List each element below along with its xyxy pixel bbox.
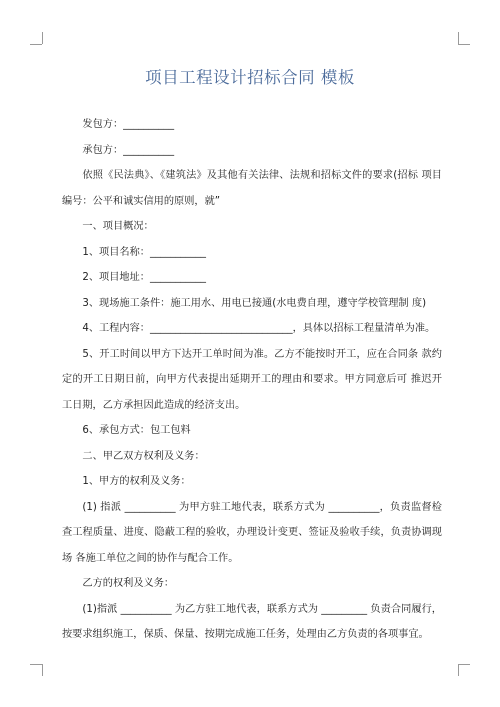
paragraph-party-a-representative: (1) 指派 __________ 为甲方驻工地代表，联系方式为 __________，负责监督检查工程质量、进度、隐蔽工程的验收，办理设计变更、签证及验收手续，负责协调现场 各施工单位之间的协作与配合工作。 — [62, 501, 442, 564]
paragraph-contract-method: 6、承包方式：包工包料 — [82, 425, 191, 436]
document-body — [62, 112, 442, 648]
paragraph-start-time: 5、开工时间以甲方下达开工单时间为准。乙方不能按时开工，应在合同条 款约定的开工日期日前，向甲方代表提出延期开工的理由和要求。甲方同意后可 推迟开工日期，乙方承担因此造成的经济支出。 — [62, 348, 442, 411]
heading-rights-obligations: 二、甲乙双方权利及义务： — [82, 450, 205, 462]
paragraph-contractor-issuer: 发包方：__________ — [82, 119, 175, 130]
paragraph-party-b-representative: (1)指派 __________ 为乙方驻工地代表，联系方式为 _________ 负责合同履行，按要求组织施工，保质、保量、按期完成施工任务，处理由乙方负责的各项事宜。 — [62, 603, 442, 640]
heading-project-overview: 一、项目概况： — [82, 221, 154, 232]
paragraph-basis: 依照《民法典》、《建筑法》及其他有关法律、法规和招标文件的要求(招标 项目编号：公平和诚实信用的原则，就” — [62, 170, 442, 207]
paragraph-site-conditions: 3、现场施工条件：施工用水、用电已接通(水电费自理，遵守学校管理制 度) — [82, 297, 427, 309]
paragraph-project-name: 1、项目名称：___________ — [82, 246, 207, 258]
paragraph-contractor: 承包方：__________ — [82, 144, 175, 156]
heading-party-b-rights: 乙方的权利及义务： — [82, 578, 175, 589]
paragraph-work-content: 4、工程内容：____________________________，具体以招标工程量清单为准。 — [82, 323, 436, 334]
document-title: 项目工程设计招标合同 模板 — [145, 68, 355, 87]
heading-party-a-rights: 1、甲方的权利及义务： — [82, 476, 191, 487]
paragraph-project-address: 2、项目地址：___________ — [82, 272, 207, 283]
